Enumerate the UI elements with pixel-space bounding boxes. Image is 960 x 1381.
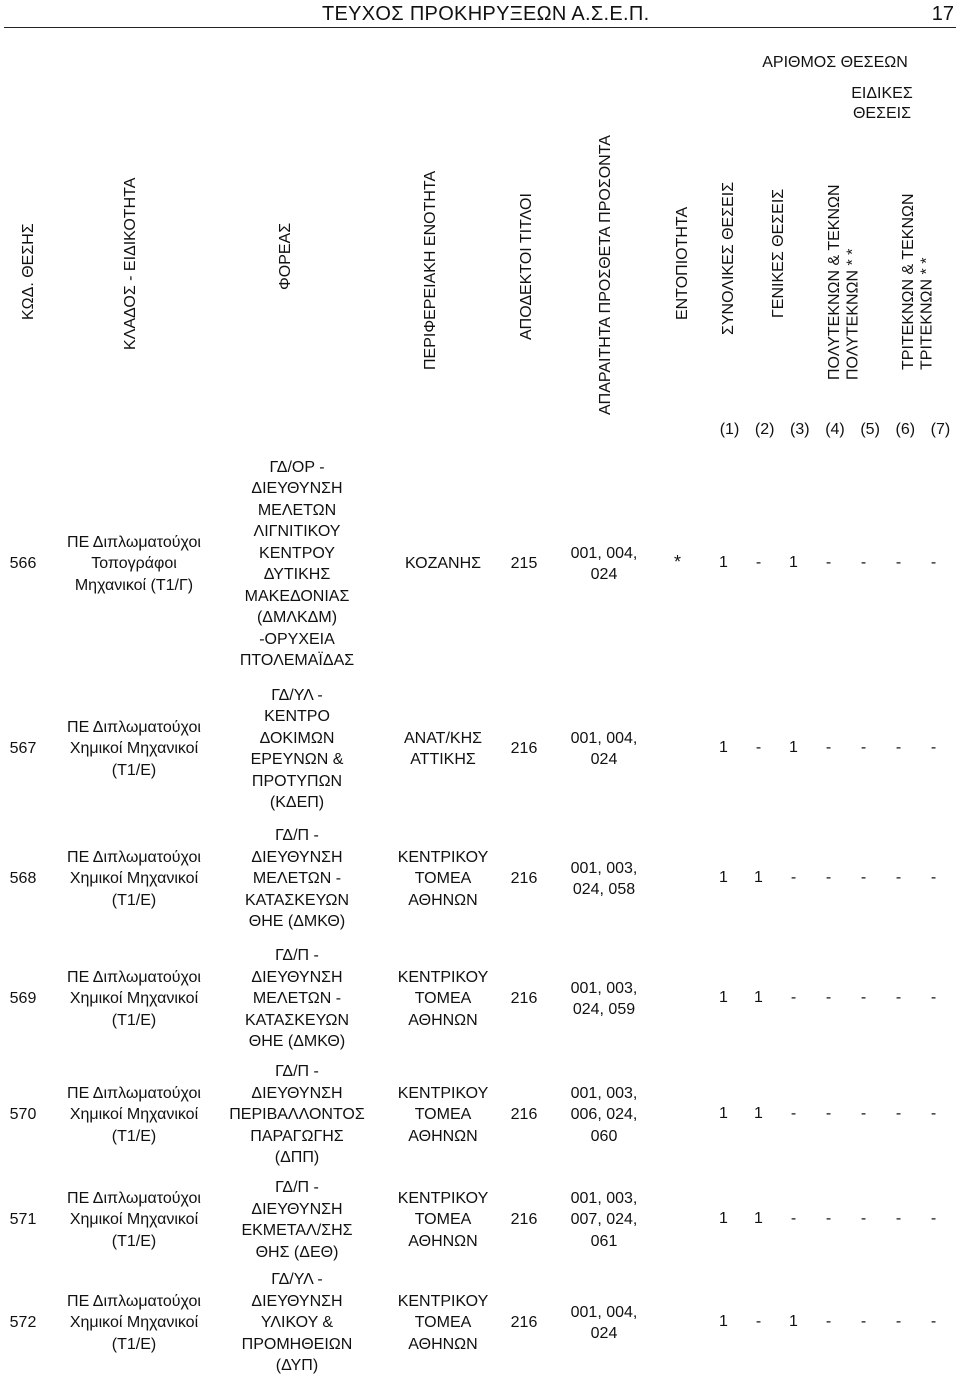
requirements-cell [556,450,652,678]
region-cell [372,1172,514,1268]
position-code [0,820,46,938]
titles-cell [502,686,546,812]
position-count: 1 [754,869,763,886]
agency-cell-line: ΘΗΣ (ΔΕΘ) [255,1243,339,1261]
agency-cell-line: ΚΑΤΑΣΚΕΥΩΝ [244,891,350,909]
position-code-line: 571 [9,1211,37,1229]
requirements-cell [556,1268,652,1378]
position-count: 1 [719,1210,728,1227]
agency-cell-line: ΓΔ/Π - [275,827,319,845]
agency-cell-line: ΕΡΕΥΝΩΝ & [250,751,344,768]
page-number: 17 [931,3,954,25]
region-cell-line: ΚΕΝΤΡΙΚΟΥ [397,1189,489,1207]
region-cell-line: ΚΟΖΑΝΗΣ [404,555,482,573]
specialty-cell-line: Χημικοί Μηχανικοί [69,990,199,1008]
agency-cell [222,1172,372,1268]
requirements-cell-line: 060 [590,1127,618,1145]
col-number: (6) [895,421,916,438]
titles-cell-line: 216 [510,870,538,888]
agency-cell-line: ΚΑΤΑΣΚΕΥΩΝ [244,1011,350,1029]
position-count: - [825,554,832,571]
special-positions-header [812,84,952,124]
requirements-cell-line: 024, 058 [572,881,636,898]
requirements-cell-line: 006, 024, [570,1106,638,1124]
titles-cell-line: 216 [510,1106,538,1124]
region-cell-line: ΑΘΗΝΩΝ [408,1011,478,1029]
col-titles-header: ΑΠΟΔΕΚΤΟΙ ΤΙΤΛΟΙ [518,193,535,340]
region-cell-line: ΤΟΜΕΑ [414,1106,472,1124]
agency-cell-line: ΓΔ/ΥΛ - [271,1271,323,1289]
col-number: (2) [754,421,775,438]
specialty-cell-line: ΠΕ Διπλωματούχοι [67,533,201,551]
titles-cell-line: 215 [510,555,538,573]
region-cell [372,1268,514,1378]
agency-cell-line: ΓΔ/ΟΡ - [269,458,325,476]
agency-cell-line: ΜΕΛΕΤΩΝ - [252,990,342,1008]
specialty-cell-line: Χημικοί Μηχανικοί [69,1314,199,1332]
specialty-cell-line: ΠΕ Διπλωματούχοι [67,1189,201,1207]
col-region-header: ΠΕΡΙΦΕΡΕΙΑΚΗ ΕΝΟΤΗΤΑ [422,170,439,370]
specialty-cell-line: (Τ1/Ε) [111,891,157,909]
table-row [0,1172,960,1268]
col-specialty-header: ΚΛΑΔΟΣ - ΕΙΔΙΚΟΤΗΤΑ [122,177,139,350]
col-requirements-header: ΑΠΑΡΑΙΤΗΤΑ ΠΡΟΣΘΕΤΑ ΠΡΟΣΟΝΤΑ [597,135,614,415]
position-code [0,940,46,1058]
col-tri-header [900,150,937,370]
position-count: 1 [719,554,728,571]
tri-header-line-1: ΤΡΙΤΕΚΝΩΝ & ΤΕΚΝΩΝ [900,193,917,370]
col-number: (3) [790,421,810,438]
region-cell [372,450,514,678]
agency-cell-line: (ΔΜΛΚΔΜ) [256,609,338,626]
region-cell-line: ΤΟΜΕΑ [414,1314,472,1332]
positions-values [706,1313,951,1331]
positions-values [706,739,951,757]
agency-cell-line: (ΔΠΠ) [274,1149,320,1167]
table-row [0,940,960,1058]
position-count: - [860,739,867,756]
specialty-cell-line: Μηχανικοί (Τ1/Γ) [74,576,194,594]
agency-cell-line: ΘΗΕ (ΔΜΚΘ) [248,913,346,931]
agency-cell [222,1060,372,1170]
titles-cell [502,940,546,1058]
col-general-header: ΓΕΝΙΚΕΣ ΘΕΣΕΙΣ [770,188,787,318]
requirements-cell-line: 001, 003, [570,979,638,997]
position-count: - [860,1105,867,1122]
specialty-cell [48,1060,220,1170]
position-count: - [790,1105,797,1122]
requirements-cell-line: 001, 004, [570,544,638,562]
agency-cell-line: ΠΡΟΜΗΘΕΙΩΝ [241,1335,353,1353]
titles-cell [502,450,546,678]
specialty-cell-line: Χημικοί Μηχανικοί [69,1211,199,1229]
specialty-cell-line: Χημικοί Μηχανικοί [69,1106,199,1124]
region-cell-line: ΤΟΜΕΑ [414,990,472,1008]
specialty-cell [48,686,220,812]
region-cell-line: ΤΟΜΕΑ [414,1211,472,1229]
table-row [0,450,960,678]
agency-cell-line: ΓΔ/Π - [275,947,319,965]
position-count: - [790,1210,797,1227]
specialty-cell [48,1172,220,1268]
positions-header: ΑΡΙΘΜΟΣ ΘΕΣΕΩΝ [762,54,908,71]
agency-cell-line: (ΔΥΠ) [275,1357,319,1375]
table-row [0,1060,960,1170]
specialty-cell-line: ΠΕ Διπλωματούχοι [67,848,201,866]
region-cell [372,686,514,812]
titles-cell [502,1268,546,1378]
position-count: - [860,1210,867,1227]
position-code-line: 568 [9,870,37,888]
agency-cell-line: ΠΕΡΙΒΑΛΛΟΝΤΟΣ [229,1106,365,1124]
positions-values [706,989,951,1007]
specialty-cell-line: Τοπογράφοι [91,555,177,573]
agency-cell-line: ΠΤΟΛΕΜΑΪΔΑΣ [239,652,355,669]
agency-cell-line: ΠΑΡΑΓΩΓΗΣ [250,1127,344,1145]
position-count: - [860,989,867,1006]
position-count: 1 [789,739,798,756]
region-cell-line: ΚΕΝΤΡΙΚΟΥ [397,1292,489,1310]
position-count: - [895,1313,902,1330]
position-count: - [860,1313,867,1330]
requirements-cell [556,686,652,812]
position-count: 1 [754,1105,763,1122]
position-count: - [930,739,937,756]
poly-header-line-2: ΠΟΛΥΤΕΚΝΩΝ * * [844,248,862,380]
agency-cell [222,686,372,812]
requirements-cell-line: 001, 003, [570,1084,638,1102]
position-code-line: 567 [9,740,37,758]
col-number: (5) [860,421,880,438]
position-count: - [825,1105,832,1122]
requirements-cell-line: 024, 059 [572,1001,636,1018]
specialty-cell [48,1268,220,1378]
specialty-cell-line: (Τ1/Ε) [111,1011,157,1029]
specialty-cell-line: (Τ1/Ε) [111,1127,157,1145]
requirements-cell-line: 007, 024, [570,1211,638,1229]
specialty-cell [48,450,220,678]
table-row [0,820,960,938]
position-count: - [755,739,762,756]
col-locality-header: ΕΝΤΟΠΙΟΤΗΤΑ [674,206,691,320]
specialty-cell-line: (Τ1/Ε) [111,761,157,779]
positions-values [706,1210,951,1228]
specialty-cell-line: (Τ1/Ε) [111,1335,157,1353]
position-count: - [895,989,902,1006]
poly-header-line-1: ΠΟΛΥΤΕΚΝΩΝ & ΤΕΚΝΩΝ [826,184,843,380]
position-count: - [895,1105,902,1122]
agency-cell [222,820,372,938]
region-cell-line: ΑΘΗΝΩΝ [408,1232,478,1250]
specialty-cell-line: Χημικοί Μηχανικοί [69,740,199,758]
titles-cell [502,1060,546,1170]
table-row [0,1268,960,1378]
titles-cell [502,1172,546,1268]
locality-marker: * [674,552,682,572]
position-count: - [895,869,902,886]
position-count: - [755,554,762,571]
agency-cell-line: ΚΕΝΤΡΟΥ [259,544,335,562]
region-cell-line: ΑΘΗΝΩΝ [408,1127,478,1145]
specialty-cell [48,820,220,938]
position-count: - [930,869,937,886]
position-count: - [825,1313,832,1330]
agency-cell-line: ΓΔ/ΥΛ - [271,686,323,704]
position-code [0,1268,46,1378]
position-code-line: 566 [9,555,37,573]
position-code-line: 570 [9,1106,37,1124]
agency-cell-line: ΔΥΤΙΚΗΣ [263,566,331,583]
region-cell-line: ΑΤΤΙΚΗΣ [410,751,476,768]
region-cell [372,940,514,1058]
position-count: 1 [754,989,763,1006]
requirements-cell-line: 024 [590,1325,618,1342]
position-count: - [825,1210,832,1227]
position-count: 1 [719,1313,728,1330]
position-code [0,1060,46,1170]
position-count: - [755,1313,762,1330]
col-total-header: ΣΥΝΟΛΙΚΕΣ ΘΕΣΕΙΣ [720,181,737,335]
position-count: 1 [719,869,728,886]
agency-cell-line: ΜΕΛΕΤΩΝ [257,501,337,519]
requirements-cell-line: 001, 004, [570,729,638,747]
position-code [0,1172,46,1268]
position-count: - [895,739,902,756]
tri-header-line-2: ΤΡΙΤΕΚΝΩΝ * * [918,257,936,370]
agency-cell-line: ΔΙΕΥΘΥΝΣΗ [251,848,343,866]
titles-cell-line: 216 [510,1211,538,1229]
agency-cell-line: ΔΟΚΙΜΩΝ [259,729,335,747]
agency-cell-line: ΓΔ/Π - [275,1063,319,1081]
region-cell [372,820,514,938]
position-count: - [930,989,937,1006]
positions-values [706,554,951,572]
specialty-cell-line: (Τ1/Ε) [111,1232,157,1250]
position-count: - [930,1105,937,1122]
position-count: - [895,554,902,571]
col-number: (1) [719,421,740,438]
agency-cell-line: ΔΙΕΥΘΥΝΣΗ [251,480,343,497]
region-cell-line: ΚΕΝΤΡΙΚΟΥ [397,968,489,986]
specialty-cell-line: ΠΕ Διπλωματούχοι [67,968,201,986]
agency-cell-line: -ΟΡΥΧΕΙΑ [259,630,335,648]
position-count: 1 [719,739,728,756]
requirements-cell-line: 061 [590,1232,618,1250]
agency-cell-line: ΕΚΜΕΤΑΛ/ΣΗΣ [241,1222,353,1239]
agency-cell-line: ΔΙΕΥΘΥΝΣΗ [251,1084,343,1102]
position-count: - [930,1313,937,1330]
position-count: - [825,739,832,756]
requirements-cell-line: 001, 003, [570,859,638,877]
agency-cell-line: ΔΙΕΥΘΥΝΣΗ [251,968,343,986]
agency-cell-line: ΠΡΟΤΥΠΩΝ [251,772,343,790]
requirements-cell-line: 001, 003, [570,1189,638,1207]
agency-cell [222,450,372,678]
positions-values [706,1105,951,1123]
requirements-cell-line: 024 [590,566,618,583]
col-code-header: ΚΩΔ. ΘΕΣΗΣ [20,223,37,320]
titles-cell-line: 216 [510,740,538,758]
region-cell-line: ΤΟΜΕΑ [414,870,472,888]
position-code [0,686,46,812]
special-header-line-1: ΕΙΔΙΚΕΣ [851,85,913,102]
position-count: 1 [719,1105,728,1122]
position-count: 1 [719,989,728,1006]
table-row [0,686,960,812]
specialty-cell [48,940,220,1058]
region-cell-line: ΑΘΗΝΩΝ [408,1335,478,1353]
region-cell-line: ΚΕΝΤΡΙΚΟΥ [397,848,489,866]
agency-cell-line: ΜΑΚΕΔΟΝΙΑΣ [244,587,350,605]
column-numbers [712,421,958,439]
position-count: 1 [789,1313,798,1330]
agency-cell-line: ΜΕΛΕΤΩΝ - [252,870,342,888]
position-count: - [790,869,797,886]
requirements-cell-line: 024 [590,751,618,768]
specialty-cell-line: ΠΕ Διπλωματούχοι [67,1292,201,1310]
position-code-line: 572 [9,1314,37,1332]
position-count: - [790,989,797,1006]
position-count: - [860,554,867,571]
titles-cell-line: 216 [510,990,538,1008]
position-count: - [895,1210,902,1227]
requirements-cell [556,1060,652,1170]
position-count: - [930,1210,937,1227]
titles-cell-line: 216 [510,1314,538,1332]
col-number: (4) [825,421,845,438]
special-header-line-2: ΘΕΣΕΙΣ [852,105,911,122]
agency-cell-line: ΔΙΕΥΘΥΝΣΗ [251,1200,343,1218]
position-count: - [825,869,832,886]
col-agency-header: ΦΟΡΕΑΣ [277,222,294,290]
header-rule [4,27,956,28]
agency-cell-line: ΔΙΕΥΘΥΝΣΗ [251,1292,343,1310]
col-poly-header [826,150,863,380]
specialty-cell-line: ΠΕ Διπλωματούχοι [67,1084,201,1102]
positions-values [706,869,951,887]
position-count: - [930,554,937,571]
specialty-cell-line: Χημικοί Μηχανικοί [69,870,199,888]
position-code-line: 569 [9,990,37,1008]
position-count: - [860,869,867,886]
agency-cell-line: ΘΗΕ (ΔΜΚΘ) [248,1033,346,1051]
agency-cell-line: (ΚΔΕΠ) [269,794,325,811]
requirements-cell [556,1172,652,1268]
region-cell-line: ΚΕΝΤΡΙΚΟΥ [397,1084,489,1102]
requirements-cell [556,820,652,938]
requirements-cell-line: 001, 004, [570,1303,638,1321]
agency-cell-line: ΛΙΓΝΙΤΙΚΟΥ [253,523,341,540]
requirements-cell [556,940,652,1058]
agency-cell [222,940,372,1058]
position-count: 1 [754,1210,763,1227]
agency-cell [222,1268,372,1378]
publication-title: ΤΕΥΧΟΣ ΠΡΟΚΗΡΥΞΕΩΝ Α.Σ.Ε.Π. [322,3,650,25]
region-cell-line: ΑΝΑΤ/ΚΗΣ [403,729,483,747]
titles-cell [502,820,546,938]
region-cell [372,1060,514,1170]
region-cell-line: ΑΘΗΝΩΝ [408,891,478,909]
position-count: - [825,989,832,1006]
agency-cell-line: ΓΔ/Π - [275,1179,319,1196]
position-code [0,450,46,678]
col-number: (7) [930,421,951,438]
specialty-cell-line: ΠΕ Διπλωματούχοι [67,718,201,736]
position-count: 1 [789,554,798,571]
agency-cell-line: ΚΕΝΤΡΟ [264,708,330,725]
agency-cell-line: ΥΛΙΚΟΥ & [260,1314,334,1332]
